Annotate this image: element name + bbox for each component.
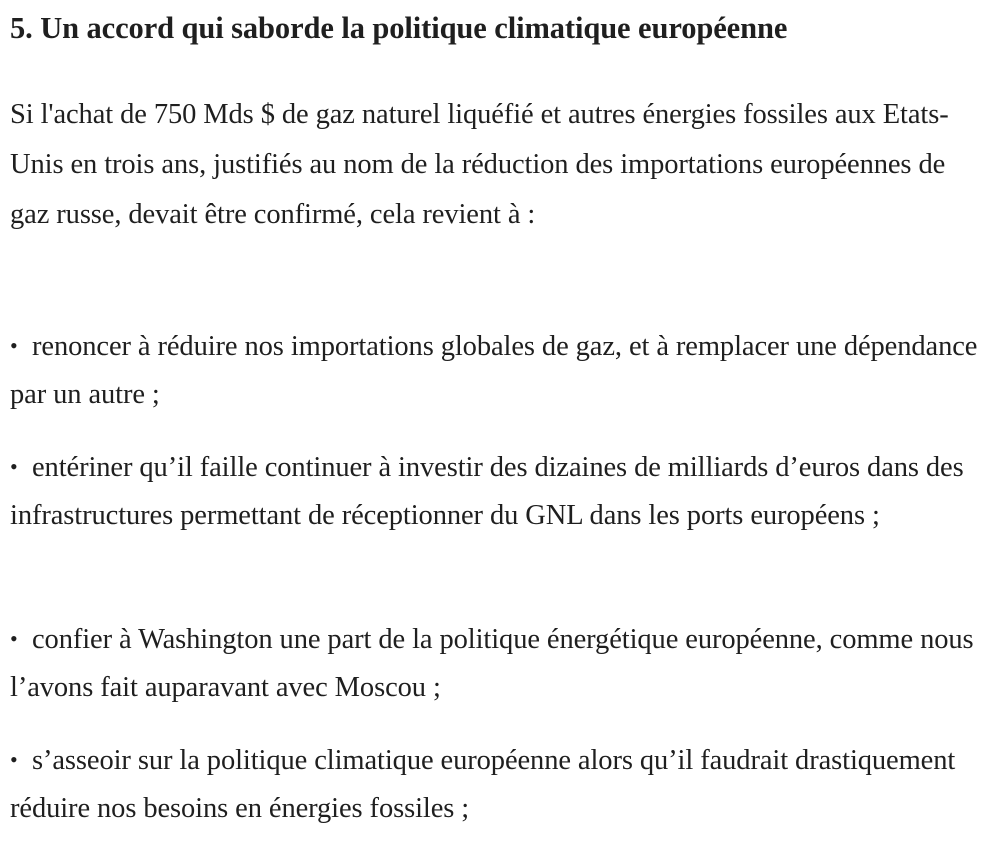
list-item-text: entériner qu’il faille continuer à investir des dizaines de milliards d’euros dans des infrastructures permettant de réceptionner du GNL dans les ports européens ; xyxy=(10,452,964,531)
list-item xyxy=(10,615,990,712)
list-item-text: renoncer à réduire nos importations globales de gaz, et à remplacer une dépendance par un autre ; xyxy=(10,331,978,410)
list-item xyxy=(10,322,990,419)
section-heading: 5. Un accord qui saborde la politique climatique européenne xyxy=(10,11,788,45)
intro-paragraph: Si l'achat de 750 Mds $ de gaz naturel liquéfié et autres énergies fossiles aux Etats-Unis en trois ans, justifiés au nom de la réduction des importations européennes de gaz russe, devait être confirmé, cela revient à : xyxy=(10,99,949,230)
bullet-icon: • xyxy=(10,747,18,772)
list-item-text: s’asseoir sur la politique climatique européenne alors qu’il faudrait drastiquement réduire nos besoins en énergies fossiles ; xyxy=(10,745,956,824)
bullet-icon: • xyxy=(10,454,18,479)
bullet-icon: • xyxy=(10,333,18,358)
bullet-icon: • xyxy=(10,626,18,651)
list-item-text: confier à Washington une part de la politique énergétique européenne, comme nous l’avons fait auparavant avec Moscou ; xyxy=(10,624,974,703)
list-item xyxy=(10,443,990,540)
list-item xyxy=(10,736,990,833)
